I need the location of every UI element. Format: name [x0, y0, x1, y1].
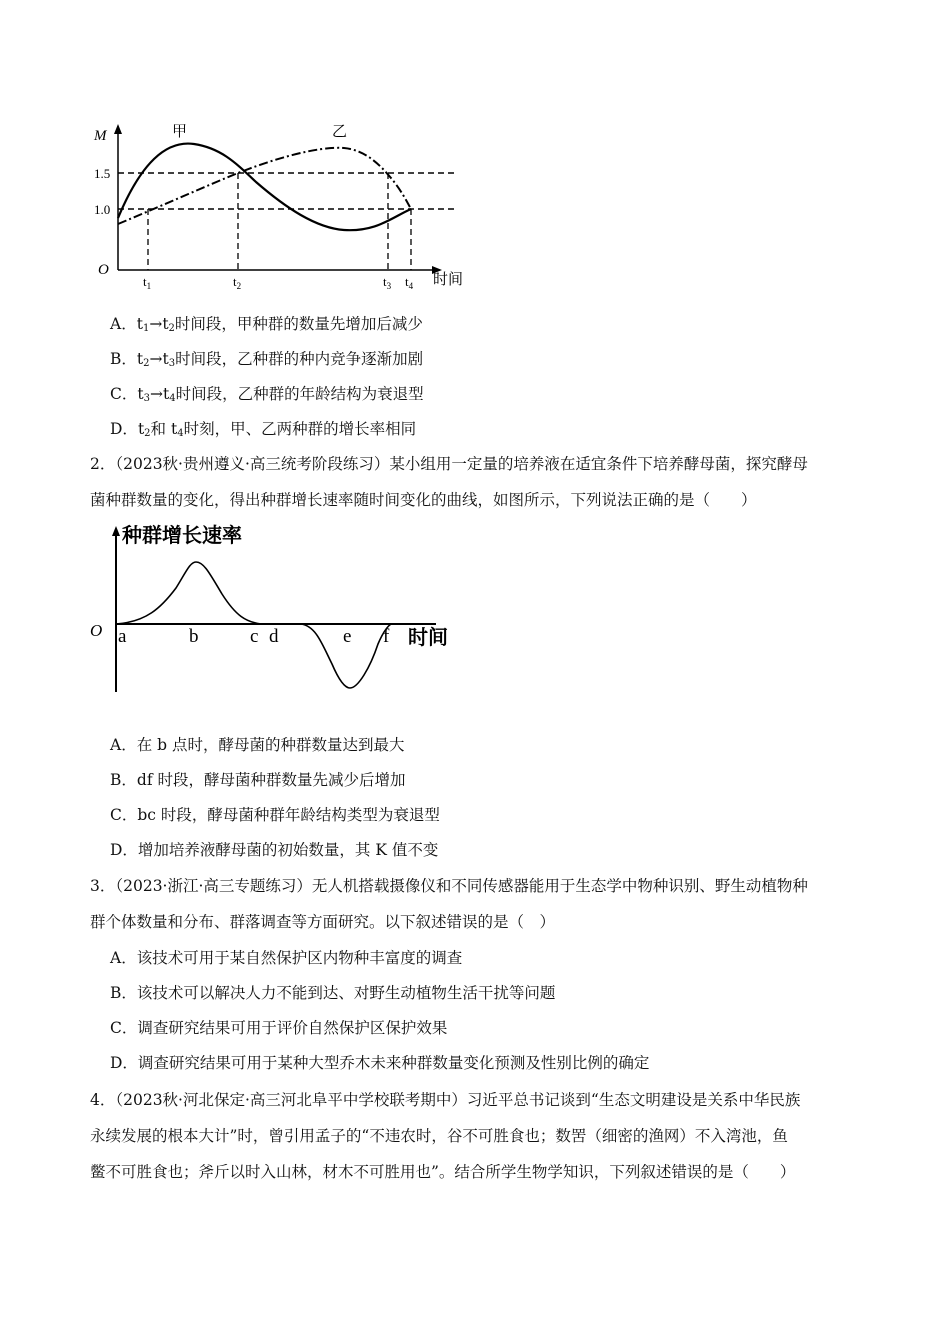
q3-option-d[interactable]: D．调查研究结果可用于某种大型乔木未来种群数量变化预测及性别比例的确定	[110, 1054, 650, 1072]
q1-option-d[interactable]: D．$t_2$和 $t_4$时刻，甲、乙两种群的增长率相同	[110, 420, 417, 439]
y-axis-label: 种群增长速率	[122, 525, 242, 547]
curve-label-jia: 甲	[172, 124, 188, 140]
x-axis-label: 时间	[408, 627, 448, 649]
point-label-d: d	[269, 626, 279, 647]
x-tick-t3: $t_3$	[383, 274, 392, 291]
q2-option-c[interactable]: C．bc 时段，酵母菌种群年龄结构类型为衰退型	[110, 806, 440, 824]
q2-stem	[90, 446, 870, 518]
y-axis-arrow	[114, 124, 122, 134]
q3-option-b[interactable]: B．该技术可以解决人力不能到达、对野生动植物生活干扰等问题	[110, 984, 556, 1002]
q2-stem-line: 2．（2023秋·贵州遵义·高三统考阶段练习）某小组用一定量的培养液在适宜条件下培养酵母菌，探究酵母	[90, 455, 808, 473]
x-tick-t1: $t_1$	[143, 274, 152, 291]
y-tick-1.0: 1.0	[94, 202, 111, 217]
q4-stem-line: 永续发展的根本大计”时，曾引用孟子的“不违农时，谷不可胜食也；数罟（细密的渔网）不入湾池，鱼	[90, 1127, 788, 1145]
q4-stem	[90, 1082, 870, 1190]
q3-stem-line: 3．（2023·浙江·高三专题练习）无人机搭载摄像仪和不同传感器能用于生态学中物种识别、野生动植物种	[90, 877, 808, 895]
growth-rate-figure	[86, 518, 466, 694]
q3-stem-line: 群个体数量和分布、群落调查等方面研究。以下叙述错误的是（ ）	[90, 913, 556, 931]
x-tick-t4: $t_4$	[405, 274, 414, 291]
y-axis-arrow	[112, 526, 120, 536]
origin-label: O	[90, 621, 103, 640]
x-axis-label: 时间	[433, 272, 464, 288]
q3-option-a[interactable]: A．该技术可用于某自然保护区内物种丰富度的调查	[110, 949, 463, 967]
population-curves-figure	[86, 118, 476, 294]
curve-label-yi: 乙	[332, 124, 348, 140]
curve-jia	[118, 144, 411, 231]
y-tick-1.5: 1.5	[94, 166, 111, 181]
q1-option-b[interactable]: B．$t_2\to t_3$时间段，乙种群的种内竞争逐渐加剧	[110, 350, 424, 369]
y-axis-label: M	[94, 128, 107, 144]
q2-stem-line: 菌种群数量的变化，得出种群增长速率随时间变化的曲线，如图所示，下列说法正确的是（ ）	[90, 491, 757, 509]
point-label-b: b	[189, 626, 199, 647]
q2-option-d[interactable]: D．增加培养液酵母菌的初始数量，其 K 值不变	[110, 841, 439, 859]
q4-stem-line: 4．（2023秋·河北保定·高三河北阜平中学校联考期中）习近平总书记谈到“生态文明建设是关系中华民族	[90, 1091, 801, 1109]
q1-option-a[interactable]: A．$t_1\to t_2$时间段，甲种群的数量先增加后减少	[110, 315, 423, 334]
q3-option-c[interactable]: C．调查研究结果可用于评价自然保护区保护效果	[110, 1019, 448, 1037]
curve-yi	[118, 148, 411, 224]
point-label-f: f	[383, 626, 390, 647]
point-label-a: a	[118, 626, 127, 647]
q1-option-c[interactable]: C．$t_3\to t_4$时间段，乙种群的年龄结构为衰退型	[110, 385, 424, 404]
point-label-c: c	[250, 626, 259, 647]
point-label-e: e	[343, 626, 352, 647]
q2-option-a[interactable]: A．在 b 点时，酵母菌的种群数量达到最大	[110, 736, 405, 754]
x-tick-t2: $t_2$	[233, 274, 242, 291]
q3-stem	[90, 868, 870, 940]
origin-label: O	[98, 262, 109, 278]
q2-option-b[interactable]: B．df 时段，酵母菌种群数量先减少后增加	[110, 771, 406, 789]
q4-stem-line: 鳖不可胜食也；斧斤以时入山林，材木不可胜用也”。结合所学生物学知识，下列叙述错误的是（ ）	[90, 1163, 796, 1181]
